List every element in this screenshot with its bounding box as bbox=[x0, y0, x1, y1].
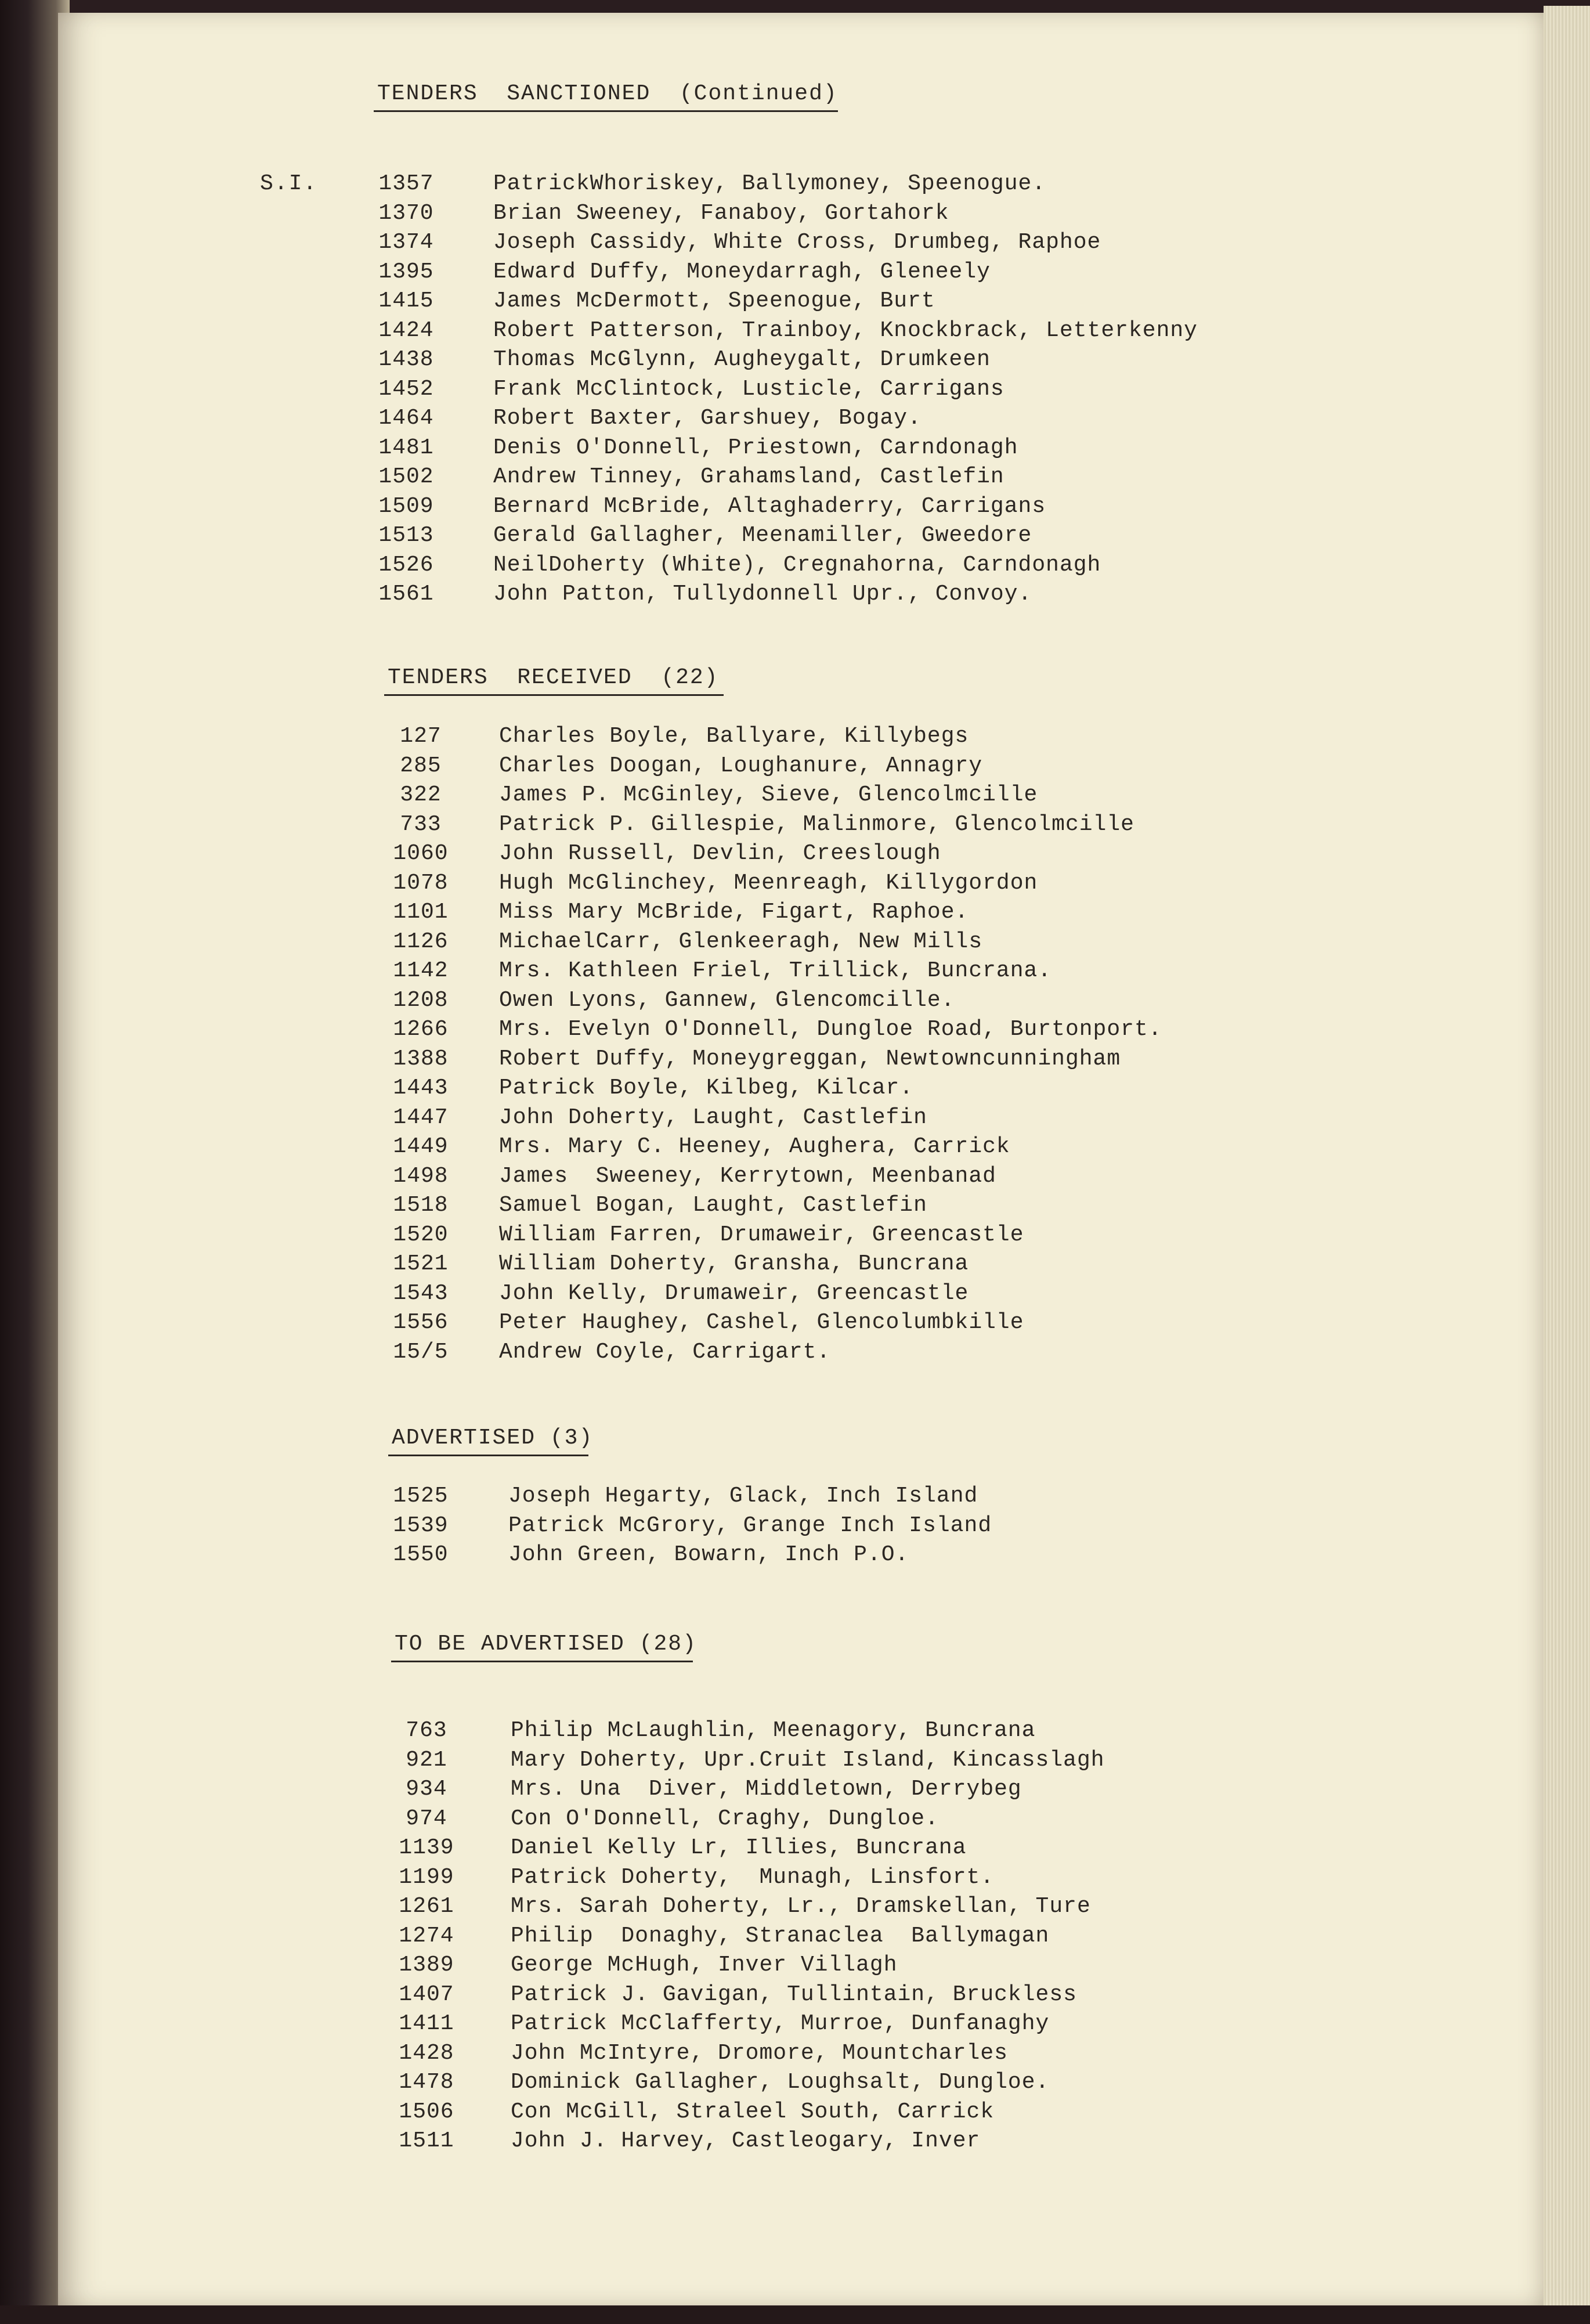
list-item bbox=[380, 1046, 1251, 1073]
file-number: 1274 bbox=[399, 1923, 454, 1948]
file-number: 1498 bbox=[393, 1163, 449, 1189]
list-item bbox=[366, 201, 1236, 228]
applicant-entry: Patrick Doherty, Munagh, Linsfort. bbox=[511, 1864, 995, 1890]
list-item bbox=[380, 1542, 1251, 1569]
file-number: 974 bbox=[406, 1806, 447, 1831]
list-item bbox=[386, 1718, 1256, 1745]
applicant-entry: MichaelCarr, Glenkeeragh, New Mills bbox=[499, 929, 983, 954]
list-item bbox=[386, 1982, 1256, 2009]
applicant-entry: George McHugh, Inver Villagh bbox=[511, 1953, 898, 1977]
file-number: 1142 bbox=[393, 958, 449, 983]
file-number: 1415 bbox=[378, 288, 434, 313]
file-number: 1513 bbox=[378, 523, 434, 548]
list-item bbox=[366, 288, 1236, 315]
file-number: 1266 bbox=[393, 1017, 449, 1042]
file-number: 1357 bbox=[378, 171, 434, 196]
list-item bbox=[366, 230, 1236, 257]
applicant-entry: William Farren, Drumaweir, Greencastle bbox=[499, 1222, 1024, 1247]
file-number: 1395 bbox=[378, 259, 434, 284]
file-number: 921 bbox=[406, 1747, 447, 1773]
applicant-entry: John McIntyre, Dromore, Mountcharles bbox=[511, 2040, 1008, 2066]
list-item bbox=[386, 2011, 1256, 2038]
applicant-entry: John Doherty, Laught, Castlefin bbox=[499, 1105, 927, 1130]
file-number: 1509 bbox=[378, 493, 434, 519]
applicant-entry: Mary Doherty, Upr.Cruit Island, Kincasslagh bbox=[511, 1747, 1105, 1773]
list-item bbox=[386, 2128, 1256, 2155]
list-item bbox=[366, 553, 1236, 579]
file-number: 127 bbox=[400, 724, 442, 749]
applicant-entry: Mrs. Mary C. Heeney, Aughera, Carrick bbox=[499, 1134, 1010, 1159]
applicant-entry: Denis O'Donnell, Priestown, Carndonagh bbox=[493, 435, 1018, 460]
applicant-entry: Daniel Kelly Lr, Illies, Buncrana bbox=[511, 1835, 967, 1860]
applicant-entry: Owen Lyons, Gannew, Glencomcille. bbox=[499, 987, 955, 1013]
file-number: 1199 bbox=[399, 1864, 454, 1890]
applicant-entry: Patrick McClafferty, Murroe, Dunfanaghy bbox=[511, 2011, 1050, 2036]
list-item bbox=[380, 812, 1251, 839]
list-item bbox=[380, 1251, 1251, 1278]
list-item bbox=[380, 1017, 1251, 1044]
list-item bbox=[366, 464, 1236, 491]
list-item bbox=[366, 171, 1236, 198]
file-number: 1101 bbox=[393, 900, 449, 925]
file-number: 1539 bbox=[393, 1513, 449, 1538]
list-item bbox=[380, 1340, 1251, 1366]
applicant-entry: Dominick Gallagher, Loughsalt, Dungloe. bbox=[511, 2070, 1050, 2095]
file-number: 1443 bbox=[393, 1076, 449, 1100]
file-number: 1518 bbox=[393, 1193, 449, 1218]
file-number: 733 bbox=[400, 811, 442, 837]
applicant-entry: PatrickWhoriskey, Ballymoney, Speenogue. bbox=[493, 171, 1046, 196]
list-item bbox=[380, 724, 1251, 750]
list-item bbox=[366, 259, 1236, 286]
file-number: 1464 bbox=[378, 406, 434, 431]
list-item bbox=[380, 900, 1251, 926]
list-item bbox=[366, 435, 1236, 462]
file-number: 1506 bbox=[399, 2099, 454, 2124]
file-number: 763 bbox=[406, 1718, 447, 1743]
list-item bbox=[386, 1835, 1256, 1862]
list-item bbox=[366, 377, 1236, 403]
applicant-entry: Philip Donaghy, Stranaclea Ballymagan bbox=[511, 1923, 1050, 1948]
applicant-entry: Robert Patterson, Trainboy, Knockbrack, Letterkenny bbox=[493, 317, 1198, 343]
file-number: 1078 bbox=[393, 870, 449, 896]
applicant-entry: Brian Sweeney, Fanaboy, Gortahork bbox=[493, 200, 949, 226]
list-item bbox=[366, 347, 1236, 374]
scheme-prefix: S.I. bbox=[260, 171, 318, 196]
heading-underline bbox=[391, 1661, 693, 1662]
list-item bbox=[366, 318, 1236, 345]
file-number: 1424 bbox=[378, 317, 434, 343]
applicant-entry: John J. Harvey, Castleogary, Inver bbox=[511, 2128, 981, 2153]
file-number: 1543 bbox=[393, 1280, 449, 1306]
file-number: 1428 bbox=[399, 2040, 454, 2066]
list-item bbox=[380, 958, 1251, 985]
list-item bbox=[380, 782, 1251, 809]
section-heading-to-be-advertised: TO BE ADVERTISED (28) bbox=[395, 1632, 697, 1657]
list-item bbox=[386, 1924, 1256, 1950]
list-item bbox=[386, 1894, 1256, 1921]
applicant-entry: Bernard McBride, Altaghaderry, Carrigans bbox=[493, 493, 1046, 519]
applicant-entry: Patrick McGrory, Grange Inch Island bbox=[508, 1513, 992, 1538]
list-item bbox=[380, 1222, 1251, 1249]
section-heading-advertised: ADVERTISED (3) bbox=[392, 1426, 594, 1450]
list-item bbox=[366, 523, 1236, 550]
file-number: 1511 bbox=[399, 2128, 454, 2153]
applicant-entry: John Patton, Tullydonnell Upr., Convoy. bbox=[493, 582, 1032, 607]
list-item bbox=[386, 1777, 1256, 1803]
list-item bbox=[380, 1105, 1251, 1132]
file-number: 1411 bbox=[399, 2011, 454, 2036]
applicant-entry: Con McGill, Straleel South, Carrick bbox=[511, 2099, 995, 2124]
file-number: 1481 bbox=[378, 435, 434, 460]
list-item bbox=[366, 406, 1236, 432]
list-item bbox=[380, 1076, 1251, 1102]
applicant-entry: Patrick P. Gillespie, Malinmore, Glencolmcille bbox=[499, 811, 1134, 837]
heading-underline bbox=[374, 110, 838, 112]
file-number: 934 bbox=[406, 1777, 447, 1802]
bottom-border bbox=[0, 2305, 1590, 2324]
applicant-entry: Mrs. Evelyn O'Donnell, Dungloe Road, Burtonport. bbox=[499, 1017, 1162, 1042]
list-item bbox=[380, 988, 1251, 1015]
applicant-entry: Charles Doogan, Loughanure, Annagry bbox=[499, 753, 983, 778]
page-edges bbox=[1544, 6, 1590, 2313]
file-number: 1550 bbox=[393, 1542, 449, 1567]
applicant-entry: Andrew Coyle, Carrigart. bbox=[499, 1339, 831, 1365]
applicant-entry: Miss Mary McBride, Figart, Raphoe. bbox=[499, 900, 969, 925]
applicant-entry: John Green, Bowarn, Inch P.O. bbox=[508, 1542, 909, 1567]
file-number: 1526 bbox=[378, 552, 434, 578]
file-number: 1438 bbox=[378, 347, 434, 372]
list-item bbox=[386, 1806, 1256, 1833]
list-item bbox=[380, 1484, 1251, 1510]
applicant-entry: Andrew Tinney, Grahamsland, Castlefin bbox=[493, 464, 1004, 489]
applicant-entry: Peter Haughey, Cashel, Glencolumbkille bbox=[499, 1310, 1024, 1335]
applicant-entry: Joseph Hegarty, Glack, Inch Island bbox=[508, 1484, 978, 1509]
list-item bbox=[380, 1281, 1251, 1308]
file-number: 1447 bbox=[393, 1105, 449, 1130]
applicant-entry: Patrick Boyle, Kilbeg, Kilcar. bbox=[499, 1076, 914, 1100]
applicant-entry: James P. McGinley, Sieve, Glencolmcille bbox=[499, 782, 1038, 807]
applicant-entry: Mrs. Kathleen Friel, Trillick, Buncrana. bbox=[499, 958, 1052, 983]
file-number: 1139 bbox=[399, 1835, 454, 1860]
heading-underline bbox=[388, 1455, 588, 1456]
list-item bbox=[386, 2099, 1256, 2126]
list-item bbox=[366, 582, 1236, 608]
applicant-entry: Hugh McGlinchey, Meenreagh, Killygordon bbox=[499, 870, 1038, 896]
list-item bbox=[380, 1513, 1251, 1540]
applicant-entry: Philip McLaughlin, Meenagory, Buncrana bbox=[511, 1718, 1036, 1743]
applicant-entry: Gerald Gallagher, Meenamiller, Gweedore bbox=[493, 523, 1032, 548]
list-item bbox=[380, 1134, 1251, 1161]
file-number: 1561 bbox=[378, 582, 434, 607]
list-item bbox=[380, 1310, 1251, 1337]
list-item bbox=[366, 494, 1236, 521]
file-number: 1060 bbox=[393, 841, 449, 866]
file-number: 15/5 bbox=[393, 1339, 449, 1365]
applicant-entry: William Doherty, Gransha, Buncrana bbox=[499, 1251, 969, 1276]
list-item bbox=[380, 929, 1251, 956]
list-item bbox=[380, 841, 1251, 868]
applicant-entry: Charles Boyle, Ballyare, Killybegs bbox=[499, 724, 969, 749]
file-number: 1521 bbox=[393, 1251, 449, 1276]
applicant-entry: Samuel Bogan, Laught, Castlefin bbox=[499, 1193, 927, 1218]
file-number: 285 bbox=[400, 753, 442, 778]
list-item bbox=[386, 2070, 1256, 2096]
file-number: 1502 bbox=[378, 464, 434, 489]
file-number: 1126 bbox=[393, 929, 449, 954]
applicant-entry: NeilDoherty (White), Cregnahorna, Carndonagh bbox=[493, 552, 1101, 578]
list-item bbox=[380, 1164, 1251, 1190]
applicant-entry: Edward Duffy, Moneydarragh, Gleneely bbox=[493, 259, 991, 284]
file-number: 1370 bbox=[378, 200, 434, 226]
file-number: 1520 bbox=[393, 1222, 449, 1247]
file-number: 1388 bbox=[393, 1046, 449, 1071]
file-number: 1407 bbox=[399, 1982, 454, 2007]
file-number: 1374 bbox=[378, 230, 434, 255]
applicant-entry: Thomas McGlynn, Augheygalt, Drumkeen bbox=[493, 347, 991, 372]
applicant-entry: Robert Duffy, Moneygreggan, Newtowncunningham bbox=[499, 1046, 1121, 1071]
file-number: 1478 bbox=[399, 2070, 454, 2095]
applicant-entry: Mrs. Una Diver, Middletown, Derrybeg bbox=[511, 1777, 1022, 1802]
list-item bbox=[386, 1953, 1256, 1979]
file-number: 1556 bbox=[393, 1310, 449, 1335]
list-item bbox=[380, 753, 1251, 780]
file-number: 1389 bbox=[399, 1953, 454, 1977]
file-number: 1208 bbox=[393, 987, 449, 1013]
file-number: 1449 bbox=[393, 1134, 449, 1159]
file-number: 1261 bbox=[399, 1894, 454, 1919]
file-number: 322 bbox=[400, 782, 442, 807]
applicant-entry: Patrick J. Gavigan, Tullintain, Bruckless bbox=[511, 1982, 1077, 2007]
section-heading-received: TENDERS RECEIVED (22) bbox=[388, 665, 719, 690]
list-item bbox=[380, 1193, 1251, 1219]
applicant-entry: James McDermott, Speenogue, Burt bbox=[493, 288, 935, 313]
list-item bbox=[380, 871, 1251, 897]
list-item bbox=[386, 2041, 1256, 2067]
applicant-entry: Joseph Cassidy, White Cross, Drumbeg, Raphoe bbox=[493, 230, 1101, 255]
file-number: 1525 bbox=[393, 1484, 449, 1509]
applicant-entry: James Sweeney, Kerrytown, Meenbanad bbox=[499, 1163, 996, 1189]
applicant-entry: John Kelly, Drumaweir, Greencastle bbox=[499, 1280, 969, 1306]
heading-underline bbox=[384, 694, 724, 696]
applicant-entry: Frank McClintock, Lusticle, Carrigans bbox=[493, 376, 1004, 402]
applicant-entry: Robert Baxter, Garshuey, Bogay. bbox=[493, 406, 922, 431]
section-heading-sanctioned: TENDERS SANCTIONED (Continued) bbox=[377, 81, 838, 106]
applicant-entry: Con O'Donnell, Craghy, Dungloe. bbox=[511, 1806, 939, 1831]
applicant-entry: John Russell, Devlin, Creeslough bbox=[499, 841, 941, 866]
list-item bbox=[386, 1748, 1256, 1774]
applicant-entry: Mrs. Sarah Doherty, Lr., Dramskellan, Ture bbox=[511, 1894, 1091, 1919]
list-item bbox=[386, 1865, 1256, 1892]
file-number: 1452 bbox=[378, 376, 434, 402]
